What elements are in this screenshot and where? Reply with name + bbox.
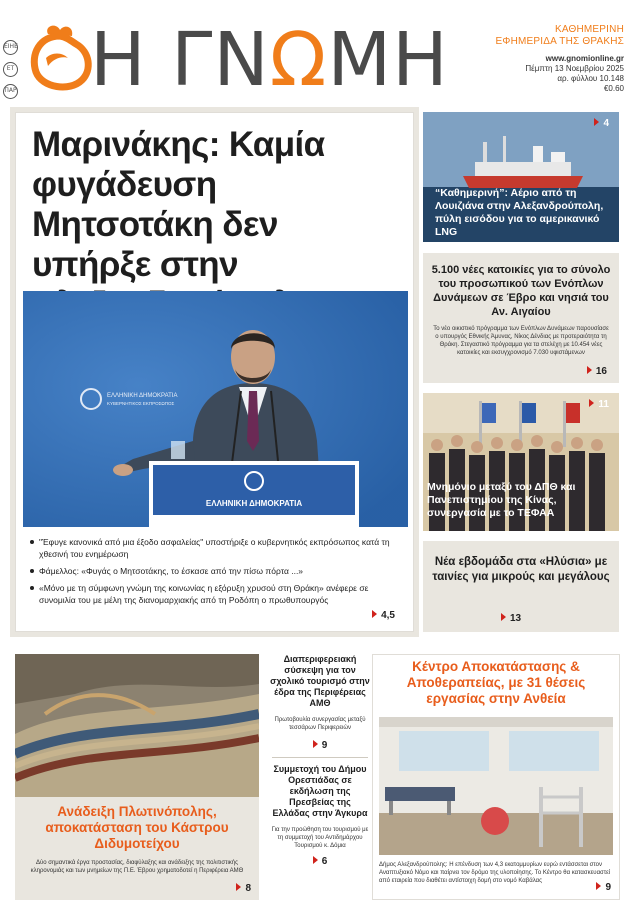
- page-ref-number: 9: [605, 882, 611, 893]
- bullet-item: "Έφυγε κανονικά από μια έξοδο ασφαλείας" υποστήριξε ο κυβερνητικός εκπρόσωπος κατά τη χθεσινή του ενημέρωση: [30, 536, 402, 560]
- page-ref-number: 4: [603, 118, 609, 129]
- bottom-middle-column: [270, 654, 370, 900]
- page-ref-rehab[interactable]: [596, 882, 611, 893]
- badge-icon: ΕΤ: [3, 62, 18, 77]
- bullet-item: «Μόνο με τη σύμφωνη γνώμη της κοινωνίας η εξόρυξη χρυσού στη Θράκη» ανέφερε σε συνομιλία του με μέλη της διανομαρχιακής από τη Ροδόπη ο πρωθυπουργός: [30, 582, 402, 606]
- tagline-newspaper: ΕΦΗΜΕΡΙΔΑ ΤΗΣ ΘΡΑΚΗΣ: [495, 36, 624, 47]
- arrow-icon: [587, 366, 592, 374]
- page-ref-number: 4,5: [381, 610, 395, 621]
- mosaic-illustration: [15, 654, 259, 797]
- school-tourism-story[interactable]: [270, 654, 370, 751]
- page-ref-lng[interactable]: [594, 118, 609, 129]
- badge-icon: ΠΑΡ: [3, 84, 18, 99]
- backdrop-sign-2: ΚΥΒΕΡΝΗΤΙΚΟΣ ΕΚΠΡΟΣΩΠΟΣ: [107, 401, 175, 406]
- memorandum-story[interactable]: [423, 393, 619, 531]
- masthead-info: [484, 24, 624, 94]
- arrow-icon: [596, 882, 601, 890]
- ilysia-headline[interactable]: Νέα εβδομάδα στα «Ηλύσια» με ταινίες για μικρούς και μεγάλους: [432, 556, 610, 583]
- logo-wordmark: [90, 17, 449, 103]
- arrow-icon: [594, 118, 599, 126]
- issue-date: Πέμπτη 13 Νοεμβρίου 2025: [525, 64, 624, 73]
- podium-sign: ΕΛΛΗΝΙΚΗ ΔΗΜΟΚΡΑΤΙΑ: [205, 499, 303, 508]
- badge-icon: ΕΙΗΕ: [3, 40, 18, 55]
- lng-caption[interactable]: “Καθημερινή”: Αέριο από τη Λουιζιάνα στην Αλεξανδρούπολη, πύλη εισόδου για το αμερικανικό LNG: [435, 187, 604, 238]
- arrow-icon: [313, 740, 318, 748]
- page-ref-number: 13: [510, 613, 522, 624]
- divider: [272, 757, 368, 758]
- dove-logo-icon: [26, 22, 94, 92]
- rehab-photo: [379, 717, 613, 855]
- bullet-item: Φάμελλος: «Φυγάς ο Μητσοτάκης, το έσκασε από την πίσω πόρτα ...»: [30, 565, 402, 577]
- page-ref-plotinopolis[interactable]: [236, 883, 251, 894]
- housing-body: Το νέο οικιστικό πρόγραμμα των Ενόπλων Δυνάμεων παρουσίασε ο υπουργός Εθνικής Άμυνας, Νίκος Δένδιας με προτεραιότητα τη Θράκη. Στεγαστικό πρόγραμμα για τα στελέχη με 10.454 νέες κατοικίες και εκσυγχρονισμό 7.030 υφιστάμενων: [433, 326, 609, 356]
- issue-number: αρ. φύλλου 10.148: [557, 74, 624, 83]
- orestiada-story[interactable]: [270, 764, 370, 867]
- arrow-icon: [589, 399, 594, 407]
- main-story-bullets: [30, 536, 402, 611]
- backdrop-sign-1: ΕΛΛΗΝΙΚΗ ΔΗΜΟΚΡΑΤΙΑ: [107, 393, 178, 399]
- page-ref-school-tourism[interactable]: [270, 740, 370, 751]
- price: €0.60: [603, 84, 624, 93]
- page-ref-number: 11: [598, 399, 609, 410]
- page-ref-number: 16: [595, 366, 607, 377]
- page-ref-number: 8: [245, 883, 251, 894]
- school-tourism-headline[interactable]: Διαπεριφερειακή σύσκεψη για τον σχολικό τουρισμό στην έδρα της Περιφέρειας ΑΜΘ: [270, 654, 370, 708]
- ilysia-story[interactable]: [423, 541, 619, 632]
- orestiada-body: Για την προώθηση του τουρισμού με τη συμμετοχή του Αντιδημάρχου Τουρισμού κ. Δόμια: [271, 827, 369, 849]
- plotinopolis-story[interactable]: [15, 654, 259, 900]
- page-ref-number: 6: [321, 856, 328, 867]
- arrow-icon: [501, 613, 506, 621]
- main-headline[interactable]: Μαρινάκης: Καμία φυγάδευση Μητσοτάκη δεν υπήρξε στην: [32, 125, 325, 284]
- arrow-icon: [236, 883, 241, 891]
- housing-story[interactable]: [423, 253, 619, 383]
- page-ref-housing[interactable]: [587, 366, 607, 377]
- page-ref-ilysia[interactable]: [501, 613, 521, 624]
- plotinopolis-title[interactable]: Ανάδειξη Πλωτινόπολης, αποκατάσταση του Κάστρου Διδυμοτείχου: [45, 804, 229, 851]
- plotinopolis-body: Δύο σημαντικά έργα προστασίας, διαφύλαξης και ανάδειξης της πολιτιστικής κληρονομιάς και των μνημείων της Π.Ε. Έβρου χρηματοδοτεί η Περιφέρεια ΑΜΘ: [30, 860, 244, 874]
- arrow-icon: [372, 610, 377, 618]
- school-tourism-body: Πρωτοβουλία συνεργασίας μεταξύ τεσσάρων Περιφερειών: [274, 717, 366, 731]
- page-ref-number: 9: [321, 740, 328, 751]
- page-ref-memorandum[interactable]: [589, 399, 609, 410]
- page-ref-main[interactable]: [372, 610, 395, 621]
- website-link[interactable]: www.gnomionline.gr: [545, 54, 624, 63]
- rehab-center-story[interactable]: [372, 654, 620, 900]
- rehab-title[interactable]: Κέντρο Αποκατάστασης & Αποθεραπείας, με 31 θέσεις εργασίας στην Ανθεία: [406, 659, 586, 706]
- page-ref-orestiada[interactable]: [270, 856, 370, 867]
- tagline-daily: ΚΑΘΗΜΕΡΙΝΗ: [554, 24, 624, 35]
- arrow-icon: [313, 856, 318, 864]
- memorandum-caption[interactable]: Μνημόνιο μεταξύ του ΔΠΘ και Πανεπιστημίου της Κίνας, συνεργασία με το ΤΕΦΑΑ: [427, 481, 576, 519]
- masthead: [0, 0, 632, 108]
- logo-accent: Ω: [269, 17, 328, 103]
- gym-illustration: [379, 717, 613, 855]
- logo-suffix: ΜΗ: [327, 17, 449, 103]
- main-story[interactable]: [15, 112, 414, 632]
- lng-story[interactable]: [423, 112, 619, 242]
- housing-headline[interactable]: 5.100 νέες κατοικίες για το σύνολο του προσωπικού των Ενόπλων Δυνάμεων σε Έβρο και νησιά του Αν. Αιγαίου: [431, 264, 611, 318]
- mosaic-photo: [15, 654, 259, 797]
- spokesman-photo: [23, 291, 408, 527]
- rehab-body: Δήμος Αλεξανδρούπολης: Η επένδυση των 4,3 εκατομμυρίων ευρώ εντάσσεται στον Αναπτυξιακό Νόμο και παίρνει τον δρόμο της υλοποίησης. Το Κέντρο θα κατασκευαστεί από εταιρεία που διαθέτει αντίστοιχη δομή στο νομό Καβάλας: [379, 862, 611, 884]
- logo-prefix: Η ΓΝ: [90, 17, 270, 103]
- press-briefing-illustration: [23, 291, 408, 527]
- orestiada-headline[interactable]: Συμμετοχή του Δήμου Ορεστιάδας σε εκδήλωση της Πρεσβείας της Ελλάδας στην Άγκυρα: [272, 764, 368, 818]
- certification-badges: [3, 40, 21, 106]
